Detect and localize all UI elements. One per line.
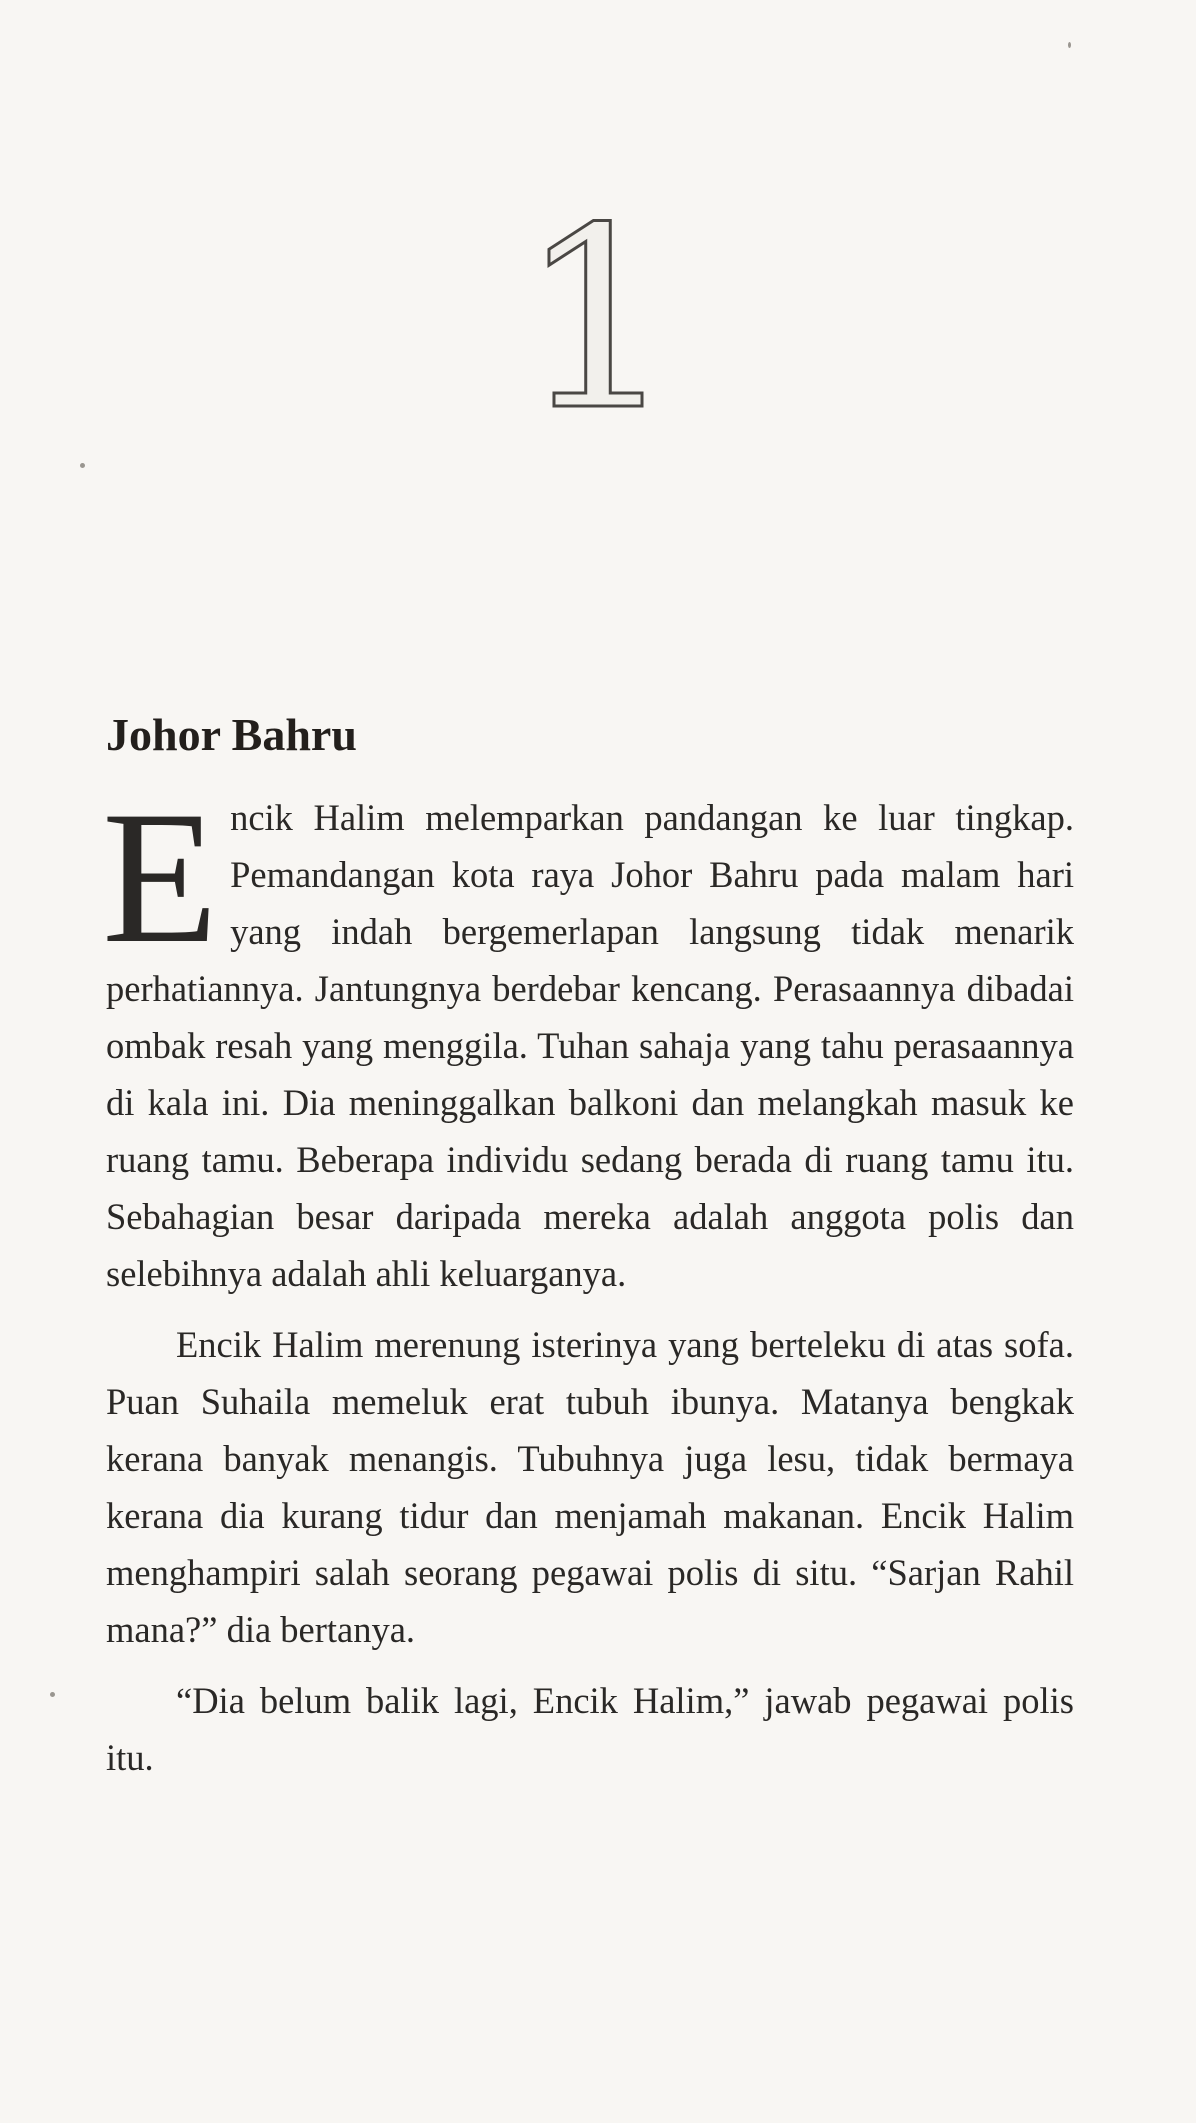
paragraph-3: “Dia belum balik lagi, Encik Halim,” jawab pegawai polis itu.: [106, 1680, 1074, 1778]
paper-speck: [50, 1692, 55, 1697]
paper-speck: [80, 463, 85, 468]
paragraph-2: Encik Halim merenung isterinya yang berteleku di atas sofa. Puan Suhaila memeluk erat tubuh ibunya. Matanya bengkak kerana banyak menangis. Tubuhnya juga lesu, tidak bermaya kerana dia kurang tidur dan menjamah makanan. Encik Halim menghampiri salah seorang pegawai polis di situ. “Sarjan Rahil mana?” dia bertanya.: [106, 1324, 1074, 1650]
section-heading: Johor Bahru: [106, 709, 357, 760]
paper-speck: [1068, 42, 1071, 48]
paragraph-1-text: ncik Halim melemparkan pandangan ke luar tingkap. Pemandangan kota raya Johor Bahru pada malam hari yang indah bergemerlapan langsung tidak menarik perhatiannya. Jantungnya berdebar kencang. Perasaannya dibadai ombak resah yang menggila. Tuhan sahaja yang tahu perasaannya di kala ini. Dia meninggalkan balkoni dan melangkah masuk ke ruang tamu. Beberapa individu sedang berada di ruang tamu itu. Sebahagian besar daripada mereka adalah anggota polis dan selebihnya adalah ahli keluarganya.: [106, 797, 1074, 1294]
paragraph-1: [102, 773, 1074, 1302]
chapter-number: 1: [518, 174, 678, 465]
drop-cap: E: [102, 773, 219, 983]
body-text: [102, 773, 1074, 1786]
